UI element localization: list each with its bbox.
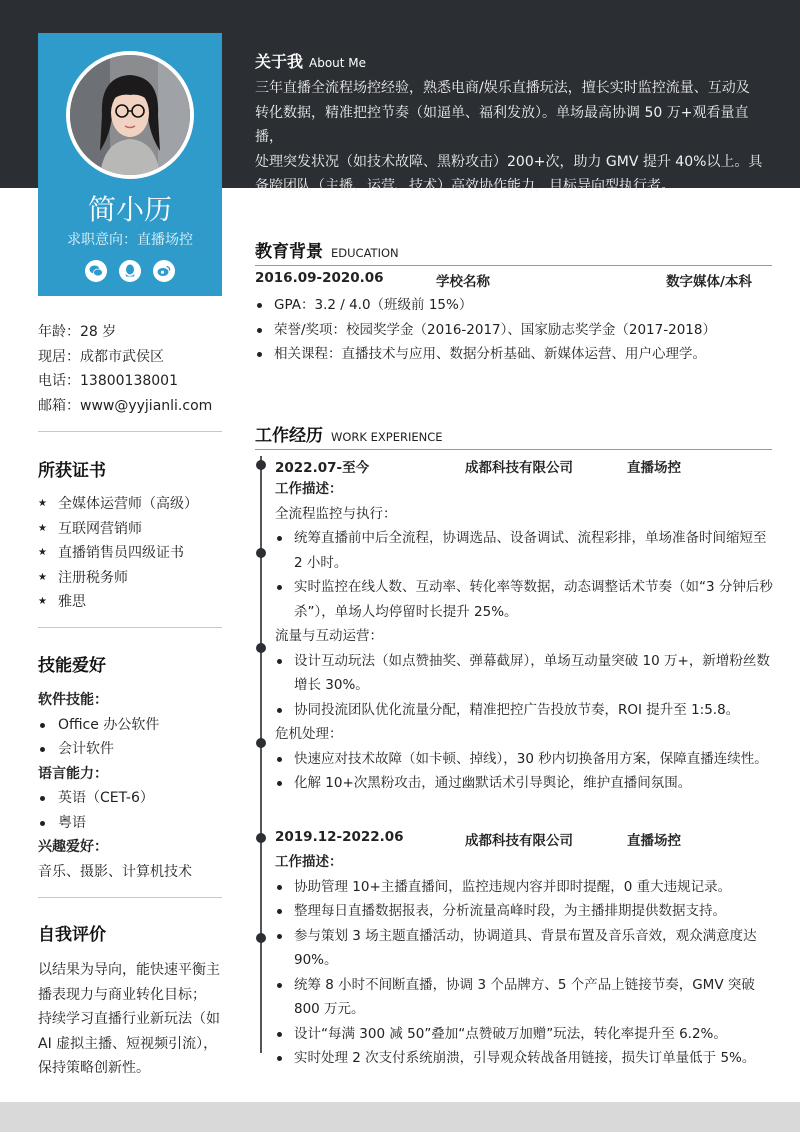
work-title-zh: 工作经历 bbox=[255, 426, 323, 446]
residence: 现居：成都市武侯区 bbox=[38, 348, 164, 365]
job-bullet: 设计互动玩法（如点赞抽奖、弹幕截屏），单场互动量突破 10 万+，新增粉丝数增长 30%。 bbox=[275, 649, 773, 698]
job-bullet: 协同投流团队优化流量分配，精准把控广告投放节奏，ROI 提升至 1:5.8。 bbox=[275, 698, 773, 723]
job-company: 成都科技有限公司 bbox=[465, 460, 573, 476]
about-line: 三年直播全流程场控经验，熟悉电商/娱乐直播玩法，擅长实时监控流量、互动及 bbox=[255, 80, 750, 96]
skills-section bbox=[38, 688, 222, 884]
job-bullet: 实时监控在线人数、互动率、转化率等数据，动态调整话术节奏（如“3 分钟后秒杀”），单场人均停留时长提升 25%。 bbox=[275, 575, 773, 624]
cert-item: ★ 注册税务师 bbox=[38, 566, 222, 591]
divider bbox=[38, 431, 222, 432]
section-rule bbox=[255, 265, 772, 266]
job-role: 直播场控 bbox=[627, 460, 681, 476]
job-bullet: 整理每日直播数据报表，分析流量高峰时段，为主播排期提供数据支持。 bbox=[275, 899, 773, 924]
timeline-dot bbox=[256, 833, 266, 843]
timeline-dot bbox=[256, 643, 266, 653]
evaluation-line: 保持策略创新性。 bbox=[38, 1060, 150, 1076]
avatar bbox=[66, 51, 194, 179]
evaluation-line: 持续学习直播行业新玩法（如 bbox=[38, 1011, 220, 1027]
timeline-dot bbox=[256, 738, 266, 748]
education-title-zh: 教育背景 bbox=[255, 242, 323, 262]
about-line: 转化数据，精准把控节奏（如逼单、福利发放）。单场最高协调 50 万+观看量直播， bbox=[255, 104, 749, 145]
education-item: GPA：3.2 / 4.0（班级前 15%） bbox=[255, 293, 770, 318]
timeline bbox=[260, 456, 262, 1053]
job-desc-label: 工作描述： bbox=[275, 481, 343, 497]
language-label: 语言能力： bbox=[38, 765, 108, 782]
job-description bbox=[275, 850, 773, 1071]
job-header bbox=[275, 829, 755, 851]
evaluation-line: AI 虚拟主播、短视频引流）， bbox=[38, 1035, 218, 1052]
work-title-en: WORK EXPERIENCE bbox=[331, 430, 443, 444]
job-description bbox=[275, 477, 773, 796]
cert-item: ★ 互联网营销师 bbox=[38, 517, 222, 542]
job-bullet: 实时处理 2 次支付系统崩溃，引导观众转战备用链接，损失订单量低于 5%。 bbox=[275, 1046, 773, 1071]
about-title bbox=[255, 49, 366, 72]
email: 邮箱：www@yyjianli.com bbox=[38, 397, 213, 414]
job-bullet: 快速应对技术故障（如卡顿、掉线），30 秒内切换备用方案，保障直播连续性。 bbox=[275, 747, 773, 772]
cert-item: ★ 雅思 bbox=[38, 590, 222, 615]
certs-list bbox=[38, 492, 222, 615]
job-period: 2022.07-至今 bbox=[275, 460, 370, 476]
timeline-dot bbox=[256, 460, 266, 470]
timeline-dot bbox=[256, 548, 266, 558]
skills-title: 技能爱好 bbox=[38, 656, 106, 676]
work-title bbox=[255, 421, 443, 446]
job-header bbox=[275, 456, 755, 478]
about-title-en: About Me bbox=[309, 56, 367, 70]
education-title-en: EDUCATION bbox=[331, 246, 399, 260]
education-school: 学校名称 bbox=[436, 274, 490, 290]
software-item: Office 办公软件 bbox=[38, 713, 222, 738]
job-bullet: 统筹 8 小时不间断直播，协调 3 个品牌方、5 个产品上链接节奏，GMV 突破 800 万元。 bbox=[275, 973, 773, 1022]
job-company: 成都科技有限公司 bbox=[465, 833, 573, 849]
profile-card bbox=[38, 33, 222, 296]
personal-info bbox=[38, 320, 222, 418]
qq-icon[interactable] bbox=[119, 260, 141, 282]
job-role: 直播场控 bbox=[627, 833, 681, 849]
certs-title: 所获证书 bbox=[38, 461, 106, 481]
job-subheading: 危机处理： bbox=[275, 726, 343, 742]
evaluation-line: 播表现力与商业转化目标； bbox=[38, 986, 206, 1003]
education-item: 相关课程：直播技术与应用、数据分析基础、新媒体运营、用户心理学。 bbox=[255, 342, 770, 367]
divider bbox=[38, 897, 222, 898]
job-bullet: 设计“每满 300 减 50”叠加“点赞破万加赠”玩法，转化率提升至 6.2%。 bbox=[275, 1022, 773, 1047]
education-items bbox=[255, 293, 770, 367]
education-major: 数字媒体/本科 bbox=[666, 274, 752, 290]
evaluation-text bbox=[38, 958, 222, 1081]
job-desc-label: 工作描述： bbox=[275, 854, 343, 870]
evaluation-line: 以结果为导向，能快速平衡主 bbox=[38, 962, 220, 978]
wechat-icon[interactable] bbox=[85, 260, 107, 282]
job-subheading: 全流程监控与执行： bbox=[275, 505, 397, 522]
hobby-text: 音乐、摄影、计算机技术 bbox=[38, 863, 192, 880]
age: 年龄：28 岁 bbox=[38, 324, 117, 340]
hobby-label: 兴趣爱好： bbox=[38, 839, 108, 855]
software-label: 软件技能： bbox=[38, 692, 108, 708]
section-rule bbox=[255, 449, 772, 450]
job-period: 2019.12-2022.06 bbox=[275, 829, 404, 845]
about-line: 处理突发状况（如技术故障、黑粉攻击）200+次，助力 GMV 提升 40%以上。具 bbox=[255, 153, 763, 170]
about-text bbox=[255, 76, 775, 199]
cert-item: ★ 直播销售员四级证书 bbox=[38, 541, 222, 566]
job-bullet: 参与策划 3 场主题直播活动，协调道具、背景布置及音乐音效，观众满意度达 90%。 bbox=[275, 924, 773, 973]
footer-band bbox=[0, 1102, 800, 1132]
evaluation-title: 自我评价 bbox=[38, 925, 106, 945]
job-bullet: 协助管理 10+主播直播间，监控违规内容并即时提醒，0 重大违规记录。 bbox=[275, 875, 773, 900]
education-header bbox=[255, 270, 760, 292]
education-item: 荣誉/奖项：校园奖学金（2016-2017）、国家励志奖学金（2017-2018） bbox=[255, 318, 770, 343]
job-bullet: 统筹直播前中后全流程，协调选品、设备调试、流程彩排，单场准备时间缩短至 2 小时。 bbox=[275, 526, 773, 575]
language-item: 英语（CET-6） bbox=[38, 786, 222, 811]
education-period: 2016.09-2020.06 bbox=[255, 270, 384, 286]
job-subheading: 流量与互动运营： bbox=[275, 628, 383, 644]
divider bbox=[38, 627, 222, 628]
timeline-dot bbox=[256, 933, 266, 943]
job-bullet: 化解 10+次黑粉攻击，通过幽默话术引导舆论，维护直播间氛围。 bbox=[275, 771, 773, 796]
weibo-icon[interactable] bbox=[153, 260, 175, 282]
education-title bbox=[255, 237, 399, 262]
person-name: 简小历 bbox=[87, 193, 172, 226]
social-icons bbox=[38, 260, 222, 282]
about-line: 备跨团队（主播、运营、技术）高效协作能力，目标导向型执行者。 bbox=[255, 178, 675, 194]
software-item: 会计软件 bbox=[38, 737, 222, 762]
job-intent: 求职意向：直播场控 bbox=[67, 232, 193, 248]
about-title-zh: 关于我 bbox=[255, 52, 304, 71]
language-item: 粤语 bbox=[38, 811, 222, 836]
cert-item: ★ 全媒体运营师（高级） bbox=[38, 492, 222, 517]
phone: 电话：13800138001 bbox=[38, 373, 178, 389]
